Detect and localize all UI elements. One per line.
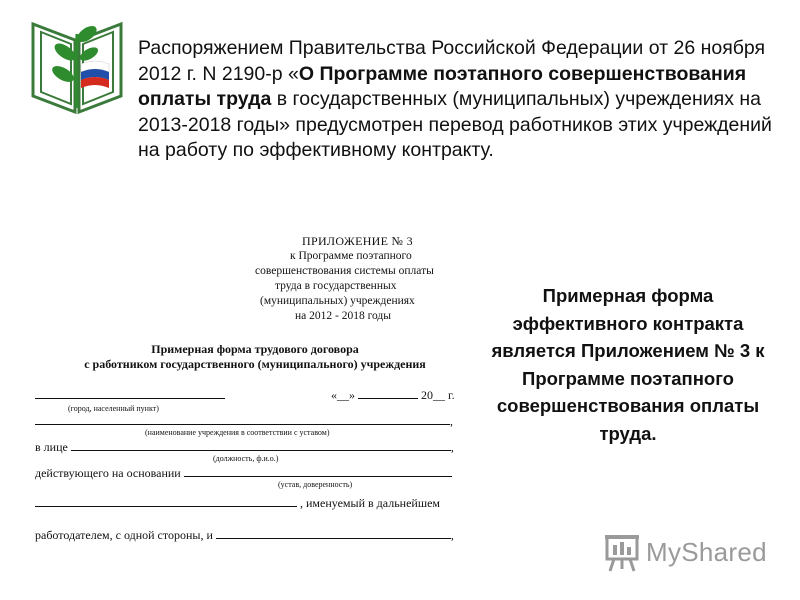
form-title-line: Примерная форма трудового договора: [151, 342, 359, 356]
intro-program-title: О Программе поэтапного совершенствования оплаты труда: [138, 62, 747, 110]
annex-title: ПРИЛОЖЕНИЕ № 3: [302, 234, 413, 248]
form-place-date-line: [35, 388, 455, 403]
form-hereinafter-label: , именуемый в дальнейшем: [300, 496, 441, 510]
hint-position: (должность, ф.и.о.): [213, 454, 279, 463]
form-person-line: в лице ,: [35, 440, 454, 454]
annex-line: труда в государственных: [275, 280, 397, 292]
annex-line: на 2012 - 2018 годы: [295, 310, 392, 322]
annex-line: (муниципальных) учреждениях: [260, 295, 415, 307]
myshared-watermark: [604, 533, 768, 575]
contract-form-excerpt: [30, 228, 480, 573]
presentation-board-icon: [604, 533, 642, 573]
form-employer-label: работодателем, с одной стороны, и: [35, 528, 213, 542]
hint-institution: (наименование учреждения в соответствии с уставом): [145, 428, 330, 437]
form-date-open: «__»: [331, 388, 355, 402]
annex-header: [250, 234, 470, 324]
trade-union-logo-icon: [27, 12, 127, 116]
form-date-year: 20__ г.: [421, 388, 455, 402]
form-institution-line: ,: [35, 414, 453, 429]
effective-contract-note: Примерная форма эффективного контракта является Приложением № 3 к Программе поэтапного совершенствования оплаты труда.: [491, 285, 765, 444]
annex-line: к Программе поэтапного: [290, 250, 412, 262]
hint-charter: (устав, доверенность): [278, 480, 353, 489]
intro-text-end: в государственных (муниципальных) учреждениях на 2013-2018 годы» предусмотрен перевод работников этих учреждений на работу по эффективному контракту.: [138, 88, 772, 161]
form-in-person-label: в лице: [35, 440, 68, 454]
form-acting-basis-label: действующего на основании: [35, 466, 181, 480]
form-title: [30, 342, 480, 372]
form-title-line: с работником государственного (муниципального) учреждения: [84, 357, 426, 371]
watermark-text: MyShared: [646, 537, 767, 567]
hint-city: (город, населенный пункт): [68, 404, 159, 413]
intro-text-start: Распоряжением Правительства Российской Федерации от 26 ноября 2012 г. N 2190-р «: [138, 37, 766, 85]
form-employer-line: работодателем, с одной стороны, и ,: [35, 528, 454, 542]
intro-paragraph: [138, 36, 778, 164]
form-basis-line: [35, 466, 452, 481]
form-hereinafter-line: [35, 496, 440, 511]
annex-line: совершенствования системы оплаты: [255, 265, 434, 277]
